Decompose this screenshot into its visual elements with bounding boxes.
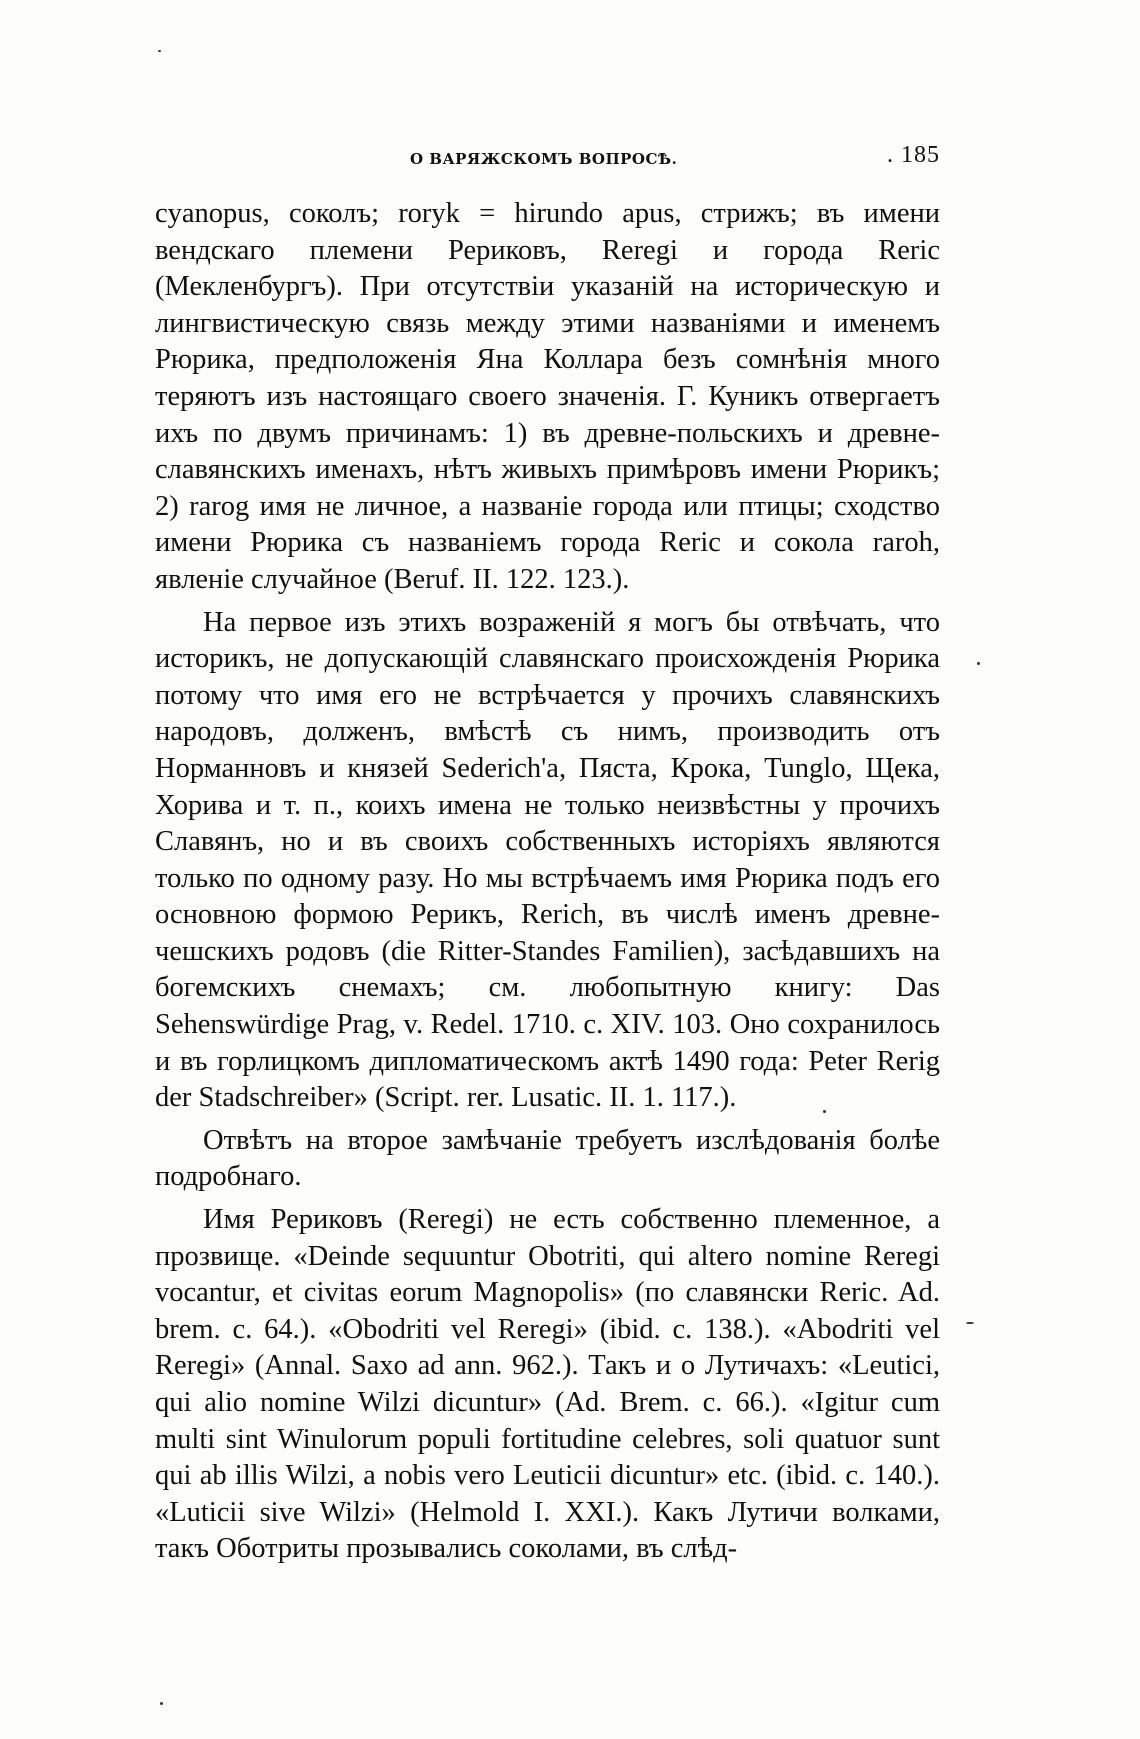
paragraph-1: cyanopus, соколъ; roryk = hirundo apus, стрижъ; въ имени вендскаго племени Рериковъ, Reregi и города Reric (Мекленбургъ). При отсутствіи указаній на историческую и лингвистическую связь между этими названіями и именемъ Рюрика, предположенія Яна Коллара безъ сомнѣнія много теряютъ изъ настоящаго своего значенія. Г. Куникъ отвергаетъ ихъ по двумъ причинамъ: 1) въ древне-польскихъ и древне-славянскихъ именахъ, нѣтъ живыхъ примѣровъ имени Рюрикъ; 2) rarog имя не личное, а названіе города или птицы; сходство имени Рюрика съ названіемъ города Reric и сокола raroh, явленіе случайное (Beruf. II. 122. 123.). [155, 198, 940, 595]
paragraph-4: Имя Рериковъ (Reregi) не есть собственно племенное, а прозвище. «Deinde sequuntur Obotriti, qui altero nomine Reregi vocantur, et civitas eorum Magnopolis» (по славянски Reric. Ad. brem. c. 64.). «Obodriti vel Reregi» (ibid. c. 138.). «Abodriti vel Reregi» (Annal. Saxo ad ann. 962.). Такъ и о Лутичахъ: «Leuticі, qui alio nomine Wilzi dicuntur» (Ad. Brem. c. 66.). «Igitur cum multi sint Winulorum populi fortitudine celebres, soli quatuor sunt qui ab illis Wilzi, a nobis vero Leuticii dicuntur» etc. (ibid. c. 140.). «Luticii sive Wilzi» (Helmold I. XXI.). Какъ Лутичи волками, такъ Оботриты прозывались соколами, въ слѣд- [155, 1204, 940, 1565]
page-number: . 185 [887, 142, 940, 168]
scan-speck [160, 1702, 163, 1705]
page-header [155, 140, 940, 180]
body-text [155, 196, 940, 1574]
scan-speck [158, 50, 161, 52]
paragraph-3: Отвѣтъ на второе замѣчаніе требуетъ изслѣдованія болѣе подробнаго. [155, 1124, 940, 1193]
running-title: О ВАРЯЖСКОМЪ ВОПРОСѢ. [410, 150, 678, 168]
scan-speck [966, 1322, 974, 1324]
scan-speck [977, 662, 980, 665]
scan-speck [823, 1110, 826, 1113]
paragraph-2: На первое изъ этихъ возраженій я могъ бы отвѣчать, что историкъ, не допускающій славянскаго происхожденія Рюрика потому что имя его не встрѣчается у прочихъ славянскихъ народовъ, долженъ, вмѣстѣ съ нимъ, производить отъ Норманновъ и князей Sederich'а, Пяста, Крока, Tunglo, Щека, Хорива и т. п., коихъ имена не только неизвѣстны у прочихъ Славянъ, но и въ своихъ собственныхъ исторіяхъ являются только по одному разу. Но мы встрѣчаемъ имя Рюрика подъ его основною формою Рерикъ, Rerich, въ числѣ именъ древне-чешскихъ родовъ (die Ritter-Standes Familien), засѣдавшихъ на богемскихъ снемахъ; см. любопытную книгу: Das Sehenswürdige Prag, v. Redel. 1710. c. XIV. 103. Оно сохранилось и въ горлицкомъ дипломатическомъ актѣ 1490 года: Peter Rerig der Stadschreiber» (Script. rer. Lusatic. II. 1. 117.). [155, 606, 940, 1114]
